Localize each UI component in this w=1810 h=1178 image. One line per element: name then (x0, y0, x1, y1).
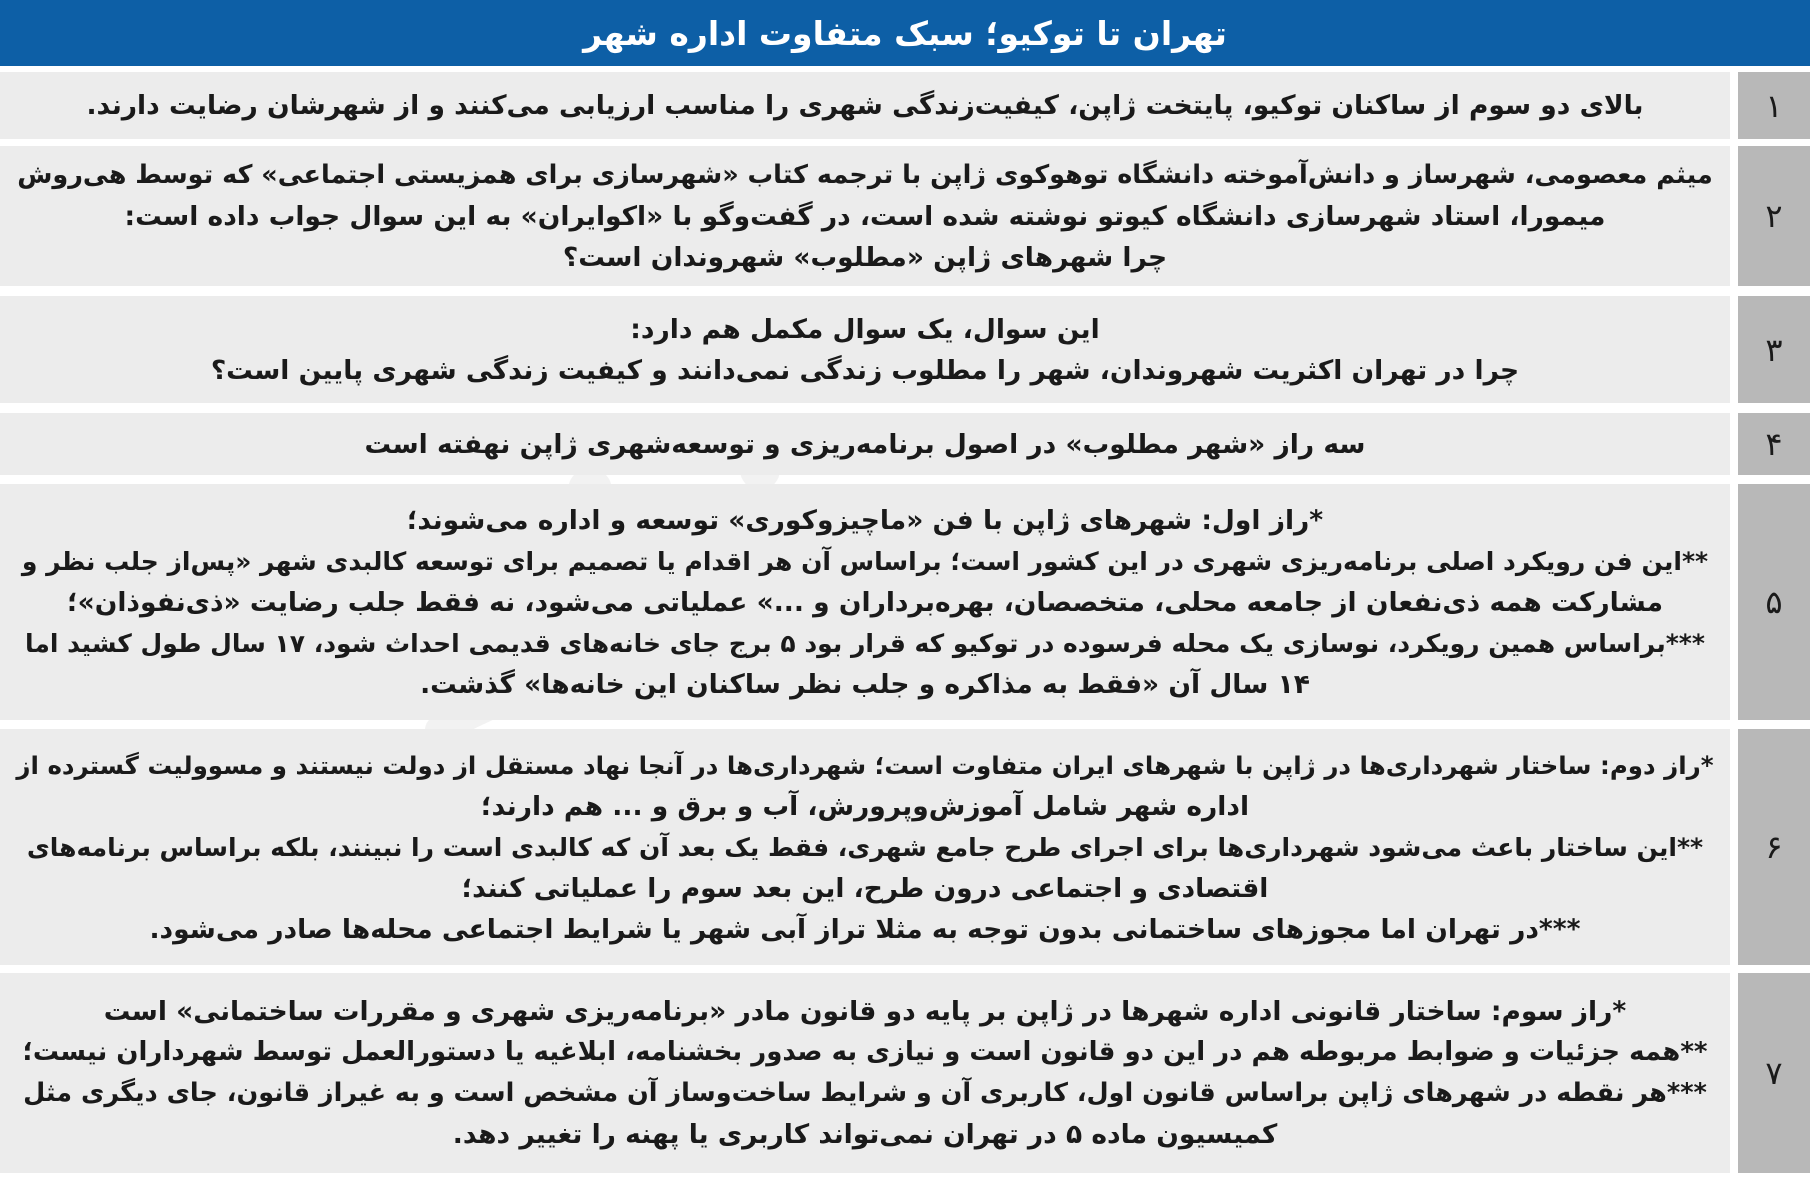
row-text-line: **این فن رویکرد اصلی برنامه‌ریزی شهری در این کشور است؛ براساس آن هر اقدام یا تصمیم برای توسعه کالبدی شهر «پس‌از جلب نظر و (21, 546, 1709, 576)
row-text-line: اداره شهر شامل آموزش‌وپرورش، آب و برق و ... هم دارند؛ (480, 790, 1250, 822)
row-content (0, 72, 1730, 139)
row-text-line: بالای دو سوم از ساکنان توکیو، پایتخت ژاپن، کیفیت‌زندگی شهری را مناسب ارزیابی می‌کنند و از شهرشان رضایت دارند. (86, 90, 1644, 121)
row-text-line: *راز دوم: ساختار شهرداری‌ها در ژاپن با شهرهای ایران متفاوت است؛ شهرداری‌ها در آنجا نهاد مستقل از دولت نیستند و مسوولیت گسترده از (16, 750, 1714, 780)
row-number: ۴ (1738, 413, 1810, 475)
header-bar (0, 0, 1810, 66)
row-number: ۱ (1738, 72, 1810, 139)
row-content (0, 146, 1730, 286)
row-content (0, 973, 1730, 1173)
row-text-line: **این ساختار باعث می‌شود شهرداری‌ها برای اجرای طرح جامع شهری، فقط یک بعد آن که کالبدی است را نبینند، بلکه براساس برنامه‌های (26, 832, 1704, 862)
row-text-line: ***هر نقطه در شهرهای ژاپن براساس قانون اول، کاربری آن و شرایط ساخت‌وساز آن مشخص است و به غیراز قانون، جای دیگری مثل (23, 1078, 1707, 1108)
row-text-line: چرا شهرهای ژاپن «مطلوب» شهروندان است؟ (562, 241, 1168, 273)
row-text-line: اقتصادی و اجتماعی درون طرح، این بعد سوم را عملیاتی کنند؛ (461, 872, 1269, 904)
row-content (0, 413, 1730, 475)
row-text-line: میثم معصومی، شهرساز و دانش‌آموخته دانشگاه توهوکوی ژاپن با ترجمه کتاب «شهرسازی برای همزیستی اجتماعی» که توسط هی‌روش (17, 159, 1713, 190)
table-row (0, 146, 1810, 286)
row-text-line: چرا در تهران اکثریت شهروندان، شهر را مطلوب زندگی نمی‌دانند و کیفیت زندگی شهری پایین است؟ (210, 354, 1520, 386)
row-text-line: مشارکت همه ذی‌نفعان از جامعه محلی، متخصصان، بهره‌برداران و ...» عملیاتی می‌شود، نه فقط جلب رضایت «ذی‌نفوذان»؛ (67, 586, 1663, 618)
table-row (0, 296, 1810, 403)
row-number: ۵ (1738, 484, 1810, 720)
row-content (0, 484, 1730, 720)
row-number: ۲ (1738, 146, 1810, 286)
row-number: ۳ (1738, 296, 1810, 403)
row-number: ۶ (1738, 729, 1810, 965)
row-text-line: ۱۴ سال آن «فقط به مذاکره و جلب نظر ساکنان این خانه‌ها» گذشت. (420, 668, 1310, 700)
row-text-line: ***در تهران اما مجوزهای ساختمانی بدون توجه به مثلا تراز آبی شهر یا شرایط اجتماعی محله‌ها صادر می‌شود. (149, 913, 1581, 945)
table-row (0, 413, 1810, 475)
table-row (0, 729, 1810, 965)
table-row (0, 484, 1810, 720)
table-row (0, 72, 1810, 139)
row-number: ۷ (1738, 973, 1810, 1173)
row-text-line: *راز اول: شهرهای ژاپن با فن «ماچیزوکوری» توسعه و اداره می‌شوند؛ (406, 504, 1324, 536)
row-text-line: کمیسیون ماده ۵ در تهران نمی‌تواند کاربری یا پهنه را تغییر دهد. (452, 1119, 1278, 1150)
row-content (0, 729, 1730, 965)
row-text-line: *راز سوم: ساختار قانونی اداره شهرها در ژاپن بر پایه دو قانون مادر «برنامه‌ریزی شهری و مقررات ساختمانی» است (103, 996, 1627, 1027)
row-text-line: این سوال، یک سوال مکمل هم دارد: (630, 313, 1100, 345)
row-text-line: میمورا، استاد شهرسازی دانشگاه کیوتو نوشته شده است، در گفت‌وگو با «اکوایران» به این سوال جواب داده است: (124, 200, 1606, 232)
row-text-line: **همه جزئیات و ضوابط مربوطه هم در این دو قانون است و نیازی به صدور بخشنامه، ابلاغیه یا دستورالعمل توسط شهرداران نیست؛ (22, 1037, 1708, 1067)
row-text-line: ***براساس همین رویکرد، نوسازی یک محله فرسوده در توکیو که قرار بود ۵ برج جای خانه‌های قدیمی احداث شود، ۱۷ سال طول کشید اما (25, 628, 1705, 658)
row-text-line: سه راز «شهر مطلوب» در اصول برنامه‌ریزی و توسعه‌شهری ژاپن نهفته است (364, 428, 1366, 460)
row-content (0, 296, 1730, 403)
page-title: تهران تا توکیو؛ سبک متفاوت اداره شهر (583, 13, 1227, 53)
table-row (0, 973, 1810, 1173)
